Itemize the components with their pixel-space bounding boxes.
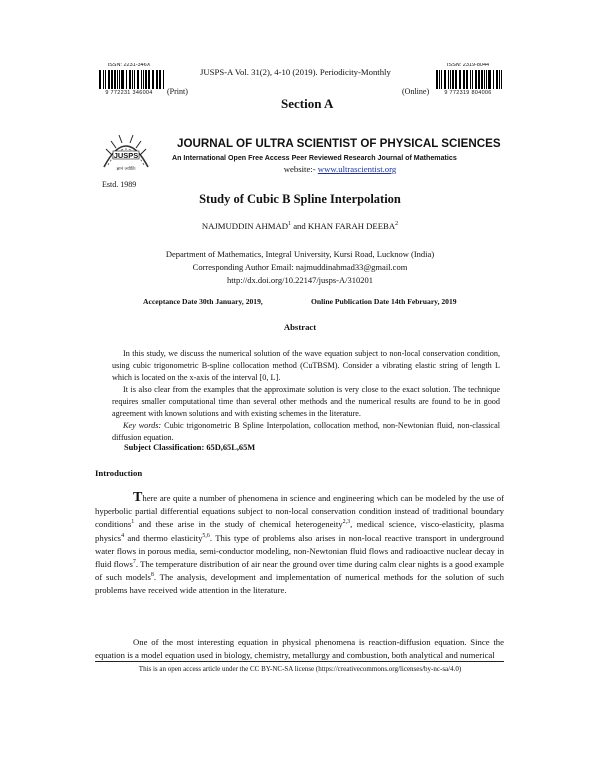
barcode-stripe bbox=[439, 70, 440, 89]
barcode-online bbox=[430, 63, 506, 97]
barcode-stripe bbox=[99, 70, 101, 89]
citation-ref: 2,3 bbox=[342, 519, 351, 526]
website-label: website:- bbox=[283, 164, 318, 174]
barcode-stripe bbox=[466, 70, 468, 89]
barcode-stripe bbox=[444, 70, 446, 89]
barcode-stripe bbox=[484, 70, 485, 89]
issn-print: ISSN: 2231-346X bbox=[107, 63, 151, 68]
doi-link[interactable]: http://dx.doi.org/10.22147/jusps-A/310201 bbox=[226, 275, 373, 285]
intro-text-1g: . The analysis, development and implementation of numerical methods for the solution of such problems have received wide attention in the literature. bbox=[95, 572, 504, 596]
barcode-stripe bbox=[114, 70, 116, 89]
citation-ref: 8 bbox=[150, 572, 154, 579]
affiliation: Department of Mathematics, Integral University, Kursi Road, Lucknow (India) bbox=[165, 249, 435, 259]
logo-subtext: ज्ञानं ज्योतिः bbox=[116, 167, 136, 172]
print-label: (Print) bbox=[167, 87, 188, 96]
barcode-stripe bbox=[149, 70, 150, 89]
barcode-stripe bbox=[499, 70, 500, 89]
citation-ref: 1 bbox=[131, 519, 135, 526]
online-label: (Online) bbox=[402, 87, 430, 96]
barcode-stripe bbox=[493, 70, 494, 89]
keywords bbox=[112, 420, 500, 444]
barcode-stripe bbox=[501, 70, 502, 89]
section-label: Section A bbox=[281, 96, 334, 111]
citation-ref: 4 bbox=[121, 532, 125, 539]
footer-license: This is an open access article under the CC BY-NC-SA license (https://creativecommons.org/licenses/by-nc-sa/4.0) bbox=[138, 665, 462, 673]
website-link[interactable]: www.ultrascientist.org bbox=[317, 164, 397, 174]
author-1-sup: 1 bbox=[288, 221, 292, 228]
intro-text-1e: . This type of problems also arises in non-local reactive transport in underground water flows in porous media, semi-conductor modeling, non-Newtonian fluid flows and radioactive nuclear decay in fluid flows bbox=[95, 532, 504, 570]
logo-text: JUSPS bbox=[113, 151, 139, 160]
barcode-stripe bbox=[134, 70, 135, 89]
barcode-online-digits: 9 772319 804006 bbox=[444, 90, 492, 96]
barcode-stripe bbox=[470, 70, 471, 89]
barcode-stripe bbox=[459, 70, 461, 89]
barcode-stripe bbox=[441, 70, 442, 89]
citation-ref: 5,6 bbox=[202, 532, 210, 539]
barcode-stripe bbox=[159, 70, 161, 89]
keywords-text: Cubic trigonometric B Spline Interpolation, collocation method, non-Newtonian fluid, non-classical diffusion equation. bbox=[112, 421, 500, 442]
barcode-stripe bbox=[123, 70, 124, 89]
barcode-stripe bbox=[103, 70, 104, 89]
barcode-stripe bbox=[490, 70, 491, 89]
journal-title: JOURNAL OF ULTRA SCIENTIST OF PHYSICAL SCIENCES bbox=[177, 137, 501, 150]
footer-rule bbox=[95, 661, 504, 662]
authors bbox=[0, 221, 600, 231]
intro-text-1b: and these arise in the study of chemical heterogeneity bbox=[134, 519, 343, 530]
abstract-paragraph-2: It is also clear from the examples that the approximate solution is very close to the exact solution. The technique requires smaller computational time than several other methods and the numerical results are found to be in good agreement with known solutions and with existing schemes in the literature. bbox=[112, 385, 500, 418]
intro-text-1a: here are quite a number of phenomena in science and engineering which can be modeled by the use of hyperbolic partial differential equations subject to non-local conservation condition instead of traditional boundary conditions bbox=[95, 493, 504, 530]
barcode-stripe bbox=[475, 70, 477, 89]
barcode-stripe bbox=[143, 70, 144, 89]
barcode-stripe bbox=[105, 70, 106, 89]
issn-online: ISSN: 2319-8044 bbox=[446, 63, 490, 68]
barcode-stripe bbox=[137, 70, 139, 89]
acceptance-date: Acceptance Date 30th January, 2019, bbox=[143, 297, 263, 306]
barcode-stripe bbox=[436, 70, 438, 89]
subject-classification: Subject Classification: 65D,65L,65M bbox=[124, 443, 256, 452]
drop-cap: T bbox=[133, 490, 143, 505]
barcode-stripe bbox=[132, 70, 133, 89]
barcode-stripe bbox=[129, 70, 131, 89]
established-label: Estd. 1989 bbox=[102, 180, 137, 189]
barcode-stripe bbox=[126, 70, 127, 89]
barcode-stripe bbox=[496, 70, 498, 89]
author-2-sup: 2 bbox=[395, 221, 399, 228]
intro-text-1d: and thermo elasticity bbox=[124, 532, 203, 543]
introduction-paragraph-1 bbox=[95, 491, 504, 598]
abstract-paragraph-1: In this study, we discuss the numerical solution of the wave equation subject to non-local conservation condition, using cubic trigonometric B-spline collocation method (CuTBSM). Consider a vibrating elastic string of length L which is located on the x-axis of the interval [0, L]. bbox=[112, 349, 500, 382]
corresponding-email: Corresponding Author Email: najmuddinahmad33@gmail.com bbox=[192, 262, 408, 272]
barcode-stripe bbox=[108, 70, 110, 89]
barcode-stripe bbox=[481, 70, 483, 89]
author-1: NAJMUDDIN AHMAD bbox=[201, 221, 289, 231]
intro-text-1c: , medical science, visco-elasticity, plasma physics bbox=[95, 519, 504, 543]
barcode-stripe bbox=[456, 70, 457, 89]
website-line bbox=[0, 164, 600, 174]
barcode-stripe bbox=[450, 70, 451, 89]
barcode-print-digits: 9 772231 346004 bbox=[105, 90, 153, 96]
introduction-heading: Introduction bbox=[95, 468, 143, 478]
author-2: KHAN FARAH DEEBA bbox=[307, 221, 396, 231]
citation-line: JUSPS-A Vol. 31(2), 4-10 (2019). Periodicity-Monthly bbox=[200, 67, 391, 77]
journal-subtitle: An International Open Free Access Peer Reviewed Research Journal of Mathematics bbox=[172, 154, 457, 162]
abstract-heading: Abstract bbox=[283, 322, 317, 332]
barcode-print bbox=[93, 63, 165, 97]
article-title: Study of Cubic B Spline Interpolation bbox=[199, 192, 401, 206]
online-publication-date: Online Publication Date 14th February, 2019 bbox=[311, 297, 457, 306]
citation-ref: 7 bbox=[132, 559, 136, 566]
barcode-stripe bbox=[472, 70, 473, 89]
barcode-stripe bbox=[163, 70, 164, 89]
introduction-paragraph-2: One of the most interesting equation in physical phenomena is reaction-diffusion equation. Since the equation is a model equation used in biology, chemistry, metallurgy and combustion, both analytical and numerical bbox=[95, 637, 504, 661]
barcode-stripe bbox=[141, 70, 142, 89]
intro-text-1f: . The temperature distribution of air near the ground over time during calm clear nights is a good example of such models bbox=[95, 559, 504, 583]
author-join: and bbox=[291, 221, 308, 231]
barcode-stripe bbox=[117, 70, 118, 89]
barcode-stripe bbox=[448, 70, 449, 89]
barcode-stripe bbox=[152, 70, 154, 89]
keywords-label: Key words: bbox=[123, 421, 162, 430]
